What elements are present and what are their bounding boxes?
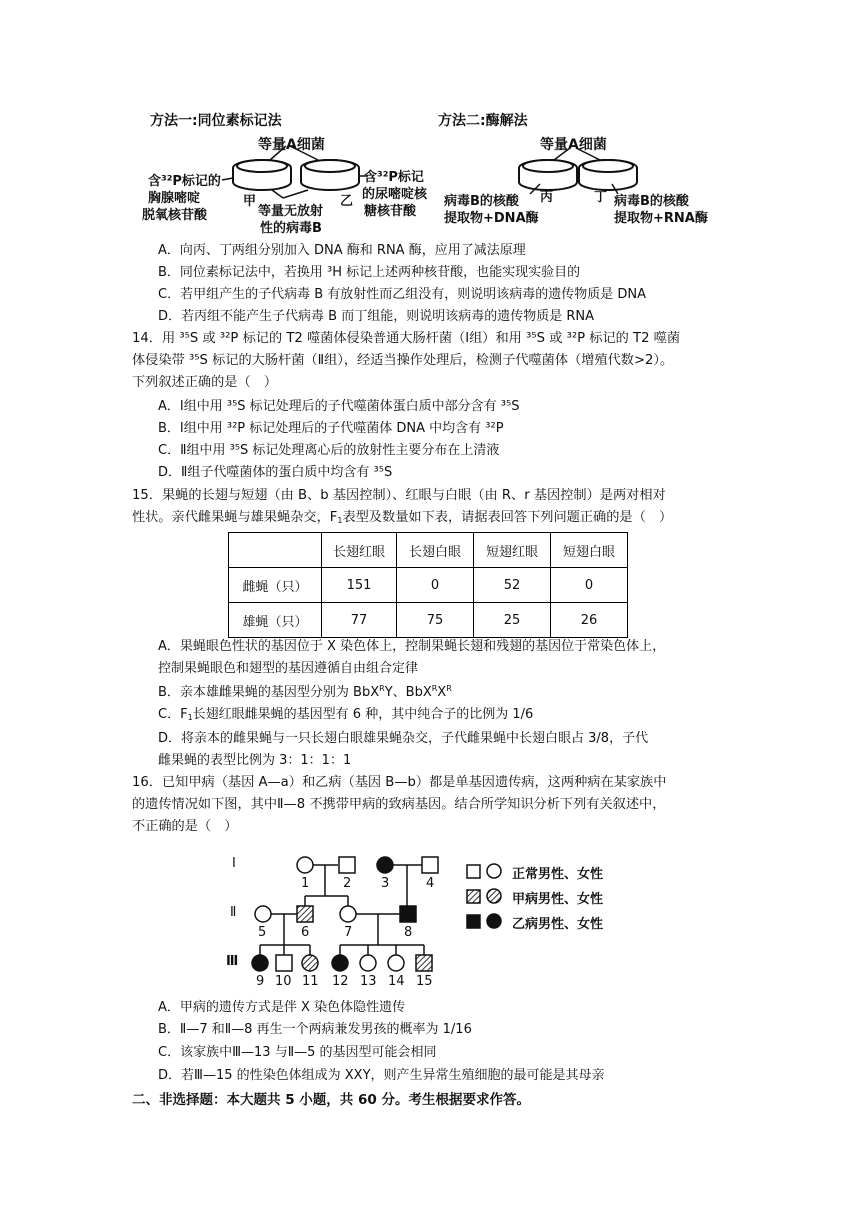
individual-I-1 bbox=[297, 857, 313, 873]
individual-II-6 bbox=[297, 906, 313, 922]
pedigree-number: 8 bbox=[404, 925, 413, 940]
q14-stem-line3: 下列叙述正确的是（ ） bbox=[132, 375, 278, 390]
table-cell: 77 bbox=[322, 603, 397, 638]
generation-III-label: Ⅲ bbox=[226, 954, 239, 969]
q13-option-b: B．同位素标记法中，若换用 ³H 标记上述两种核苷酸，也能实现实验目的 bbox=[158, 265, 581, 280]
table-cell: 0 bbox=[397, 568, 474, 603]
legend-yi-male-shape bbox=[467, 915, 480, 928]
legend-normal-label: 正常男性、女性 bbox=[512, 867, 604, 882]
table-cell: 25 bbox=[474, 603, 551, 638]
dish-ding-label: 丁 bbox=[594, 190, 608, 205]
generation-II-label: Ⅱ bbox=[230, 905, 237, 920]
q16-option-d: D．若Ⅲ—15 的性染色体组成为 XXY，则产生异常生殖细胞的最可能是其母亲 bbox=[158, 1068, 605, 1083]
label-32p-thymidine-l3: 脱氧核苷酸 bbox=[142, 208, 208, 223]
pedigree-number: 6 bbox=[301, 925, 310, 940]
pedigree-number: 14 bbox=[388, 974, 405, 989]
q14-option-b: B．Ⅰ组中用 ³²P 标记处理后的子代噬菌体 DNA 中均含有 ³²P bbox=[158, 421, 504, 436]
q14-option-c: C．Ⅱ组中用 ³⁵S 标记处理离心后的放射性主要分布在上清液 bbox=[158, 443, 500, 458]
label-32p-thymidine-l1: 含³²P标记的 bbox=[148, 174, 221, 189]
individual-III-15 bbox=[416, 955, 432, 971]
ding-extract-l1: 病毒B的核酸 bbox=[614, 194, 689, 209]
virus-label-l2: 性的病毒B bbox=[260, 221, 322, 236]
q15-stem-line2: 性状。亲代雌果蝇与雄果蝇杂交，$F_1$表型及数量如下表，请据表回答下列问题正确的是（ ） bbox=[132, 510, 673, 525]
table-header-cell: 长翅白眼 bbox=[397, 533, 474, 568]
individual-III-14 bbox=[388, 955, 404, 971]
table-header-cell: 长翅红眼 bbox=[322, 533, 397, 568]
label-32p-uracil-l2: 的尿嘧啶核 bbox=[362, 187, 428, 202]
method1-title: 方法一:同位素标记法 bbox=[150, 113, 282, 129]
dish-yi-label: 乙 bbox=[340, 194, 354, 209]
pedigree-number: 2 bbox=[343, 876, 352, 891]
bacteria-a-label-right: 等量A细菌 bbox=[540, 137, 607, 153]
pedigree-number: 5 bbox=[258, 925, 267, 940]
individual-II-7 bbox=[340, 906, 356, 922]
bacteria-a-label-left: 等量A细菌 bbox=[258, 137, 325, 153]
pedigree-number: 9 bbox=[256, 974, 265, 989]
q16-stem-line1: 16．已知甲病（基因 A—a）和乙病（基因 B—b）都是单基因遗传病，这两种病在某家族中 bbox=[132, 775, 667, 790]
table-cell: 26 bbox=[551, 603, 628, 638]
label-32p-uracil-l3: 糖核苷酸 bbox=[364, 204, 417, 219]
q15-option-c: C．$F_1$长翅红眼雌果蝇的基因型有 6 种，其中纯合子的比例为 1/6 bbox=[158, 707, 534, 722]
legend-jia-female-shape bbox=[487, 889, 501, 903]
table-header-cell: 短翅白眼 bbox=[551, 533, 628, 568]
pedigree-number: 3 bbox=[381, 876, 390, 891]
individual-I-2 bbox=[339, 857, 355, 873]
table-cell: 0 bbox=[551, 568, 628, 603]
pedigree-number: 11 bbox=[302, 974, 319, 989]
q13-option-a: A．向丙、丁两组分别加入 DNA 酶和 RNA 酶，应用了减法原理 bbox=[158, 243, 526, 258]
legend-normal-female-shape bbox=[487, 864, 501, 878]
legend-normal-male-shape bbox=[467, 865, 480, 878]
q14-option-a: A．Ⅰ组中用 ³⁵S 标记处理后的子代噬菌体蛋白质中部分含有 ³⁵S bbox=[158, 399, 520, 414]
bing-extract-l2: 提取物+DNA酶 bbox=[444, 211, 539, 226]
individual-II-5 bbox=[255, 906, 271, 922]
individual-III-11 bbox=[302, 955, 318, 971]
pedigree-number: 12 bbox=[332, 974, 349, 989]
q14-stem-line1: 14．用 ³⁵S 或 ³²P 标记的 T2 噬菌体侵染普通大肠杆菌（Ⅰ组）和用 ³⁵S 或 ³²P 标记的 T2 噬菌 bbox=[132, 331, 681, 346]
table-cell: 雄蝇（只） bbox=[229, 603, 322, 638]
q13-option-d: D．若丙组不能产生子代病毒 B 而丁组能，则说明该病毒的遗传物质是 RNA bbox=[158, 309, 594, 324]
q16-option-b: B．Ⅱ—7 和Ⅱ—8 再生一个两病兼发男孩的概率为 1/16 bbox=[158, 1022, 472, 1037]
q15-option-a-line1: A．果蝇眼色性状的基因位于 X 染色体上，控制果蝇长翅和残翅的基因位于常染色体上， bbox=[158, 639, 666, 654]
individual-II-8 bbox=[400, 906, 416, 922]
method2-title: 方法二:酶解法 bbox=[438, 113, 528, 129]
q16-option-c: C．该家族中Ⅲ—13 与Ⅱ—5 的基因型可能会相同 bbox=[158, 1045, 437, 1060]
table-cell: 151 bbox=[322, 568, 397, 603]
legend-yi-female-shape bbox=[487, 914, 501, 928]
q15-option-d-line2: 雌果蝇的表型比例为 3：1：1：1 bbox=[158, 753, 352, 768]
individual-III-12 bbox=[332, 955, 348, 971]
label-32p-uracil-l1: 含³²P标记 bbox=[364, 170, 424, 185]
ding-extract-l2: 提取物+RNA酶 bbox=[614, 211, 708, 226]
dish-jia-label: 甲 bbox=[243, 194, 257, 209]
table-header-cell: 短翅红眼 bbox=[474, 533, 551, 568]
q16-stem-line2: 的遗传情况如下图，其中Ⅱ—8 不携带甲病的致病基因。结合所学知识分析下列有关叙述中， bbox=[132, 797, 666, 812]
q13-option-c: C．若甲组产生的子代病毒 B 有放射性而乙组没有，则说明该病毒的遗传物质是 DNA bbox=[158, 287, 647, 302]
table-cell: 75 bbox=[397, 603, 474, 638]
generation-I-label: Ⅰ bbox=[232, 856, 236, 871]
q16-stem-line3: 不正确的是（ ） bbox=[132, 819, 238, 834]
bing-extract-l1: 病毒B的核酸 bbox=[444, 194, 519, 209]
pedigree-number: 1 bbox=[301, 876, 310, 891]
legend-jia-male-shape bbox=[467, 890, 480, 903]
table-cell: 52 bbox=[474, 568, 551, 603]
q16-option-a: A．甲病的遗传方式是伴 X 染色体隐性遗传 bbox=[158, 1000, 406, 1015]
q15-stem-line1: 15．果蝇的长翅与短翅（由 B、b 基因控制）、红眼与白眼（由 R、r 基因控制）是两对相对 bbox=[132, 488, 666, 503]
legend-jia-label: 甲病男性、女性 bbox=[512, 892, 604, 907]
q14-option-d: D．Ⅱ组子代噬菌体的蛋白质中均含有 ³⁵S bbox=[158, 465, 393, 480]
legend-yi-label: 乙病男性、女性 bbox=[512, 917, 604, 932]
table-cell: 雌蝇（只） bbox=[229, 568, 322, 603]
pedigree-number: 10 bbox=[275, 974, 292, 989]
individual-I-4 bbox=[422, 857, 438, 873]
pedigree-number: 7 bbox=[344, 925, 353, 940]
q15-option-d-line1: D．将亲本的雌果蝇与一只长翅白眼雄果蝇杂交，子代雌果蝇中长翅白眼占 3/8，子代 bbox=[158, 731, 649, 746]
label-32p-thymidine-l2: 胸腺嘧啶 bbox=[148, 191, 201, 206]
section-2-heading: 二、非选择题：本大题共 5 小题，共 60 分。考生根据要求作答。 bbox=[132, 1092, 530, 1108]
individual-III-9 bbox=[252, 955, 268, 971]
pedigree-number: 13 bbox=[360, 974, 377, 989]
individual-III-13 bbox=[360, 955, 376, 971]
virus-label-l1: 等量无放射 bbox=[258, 204, 324, 219]
q14-stem-line2: 体侵染带 ³⁵S 标记的大肠杆菌（Ⅱ组），经适当操作处理后，检测子代噬菌体（增殖代数>2）。 bbox=[132, 353, 674, 368]
dish-bing-label: 丙 bbox=[540, 190, 554, 205]
q15-option-a-line2: 控制果蝇眼色和翅型的基因遵循自由组合定律 bbox=[158, 661, 419, 676]
individual-III-10 bbox=[276, 955, 292, 971]
pedigree-number: 4 bbox=[426, 876, 435, 891]
pedigree-number: 15 bbox=[416, 974, 433, 989]
individual-I-3 bbox=[377, 857, 393, 873]
q15-option-b: B．亲本雄雌果蝇的基因型分别为 BbX$^R$Y、$BbX^RX^R$ bbox=[158, 684, 452, 700]
